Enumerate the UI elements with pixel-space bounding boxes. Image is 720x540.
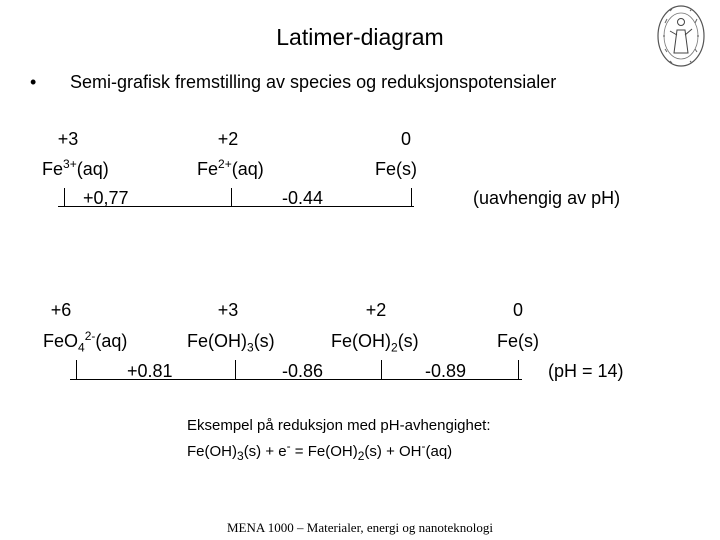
- diagram1-note: (uavhengig av pH): [473, 188, 621, 208]
- bullet-text: Semi-grafisk fremstilling av species og reduksjonspotensialer: [70, 72, 557, 92]
- page-title: Latimer-diagram: [276, 24, 444, 50]
- potential-feoh3-feoh2: -0.86: [282, 361, 324, 381]
- potential-feoh2-fe: -0.89: [425, 361, 467, 381]
- example-heading: Eksempel på reduksjon med pH-avhengighet:: [187, 417, 491, 434]
- diagram1-tick-1: [64, 188, 65, 206]
- diagram1-tick-2: [231, 188, 232, 206]
- potential-fe2-fe: -0.44: [282, 188, 324, 208]
- ox-state-feoh2: +2: [365, 300, 387, 320]
- ox-state-fe0: 0: [400, 129, 411, 149]
- diagram2-tick-1: [76, 360, 77, 379]
- ox-state-feo4: +6: [50, 300, 72, 320]
- ox-state-feoh3: +3: [217, 300, 239, 320]
- species-feoh2-s: $Fe(OH)_2(s)$: [331, 331, 419, 355]
- species-fe3-aq: $Fe^{3+}(aq)$: [42, 157, 109, 179]
- ox-state-fe3: +3: [57, 129, 79, 149]
- university-seal-icon: [656, 3, 706, 74]
- diagram2-note: (pH = 14): [548, 361, 624, 381]
- footer-course-title: MENA 1000 – Materialer, energi og nanoteknologi: [226, 520, 494, 535]
- potential-fe3-fe2: +0,77: [83, 188, 129, 208]
- diagram2-tick-4: [518, 360, 519, 379]
- diagram2-tick-2: [235, 360, 236, 379]
- diagram2-tick-3: [381, 360, 382, 379]
- bullet-marker: •: [30, 72, 37, 92]
- species-fe2-aq: $Fe^{2+}(aq)$: [197, 157, 264, 179]
- diagram1-tick-3: [411, 188, 412, 206]
- species-fe-s-b: Fe(s): [497, 331, 539, 351]
- species-feo4-aq: FeO$_4^{2-}$(aq): [43, 329, 128, 355]
- potential-feo4-feoh3: +0.81: [127, 361, 173, 381]
- species-fe-s: Fe(s): [375, 159, 417, 179]
- example-block: [187, 413, 491, 465]
- ox-state-fe0-b: 0: [512, 300, 523, 320]
- species-feoh3-s: $Fe(OH)_3(s)$: [187, 331, 275, 355]
- ox-state-fe2: +2: [217, 129, 239, 149]
- example-equation: $Fe(OH)_3(s) + e^- = Fe(OH)_2(s) + OH^-(aq)$: [187, 439, 453, 463]
